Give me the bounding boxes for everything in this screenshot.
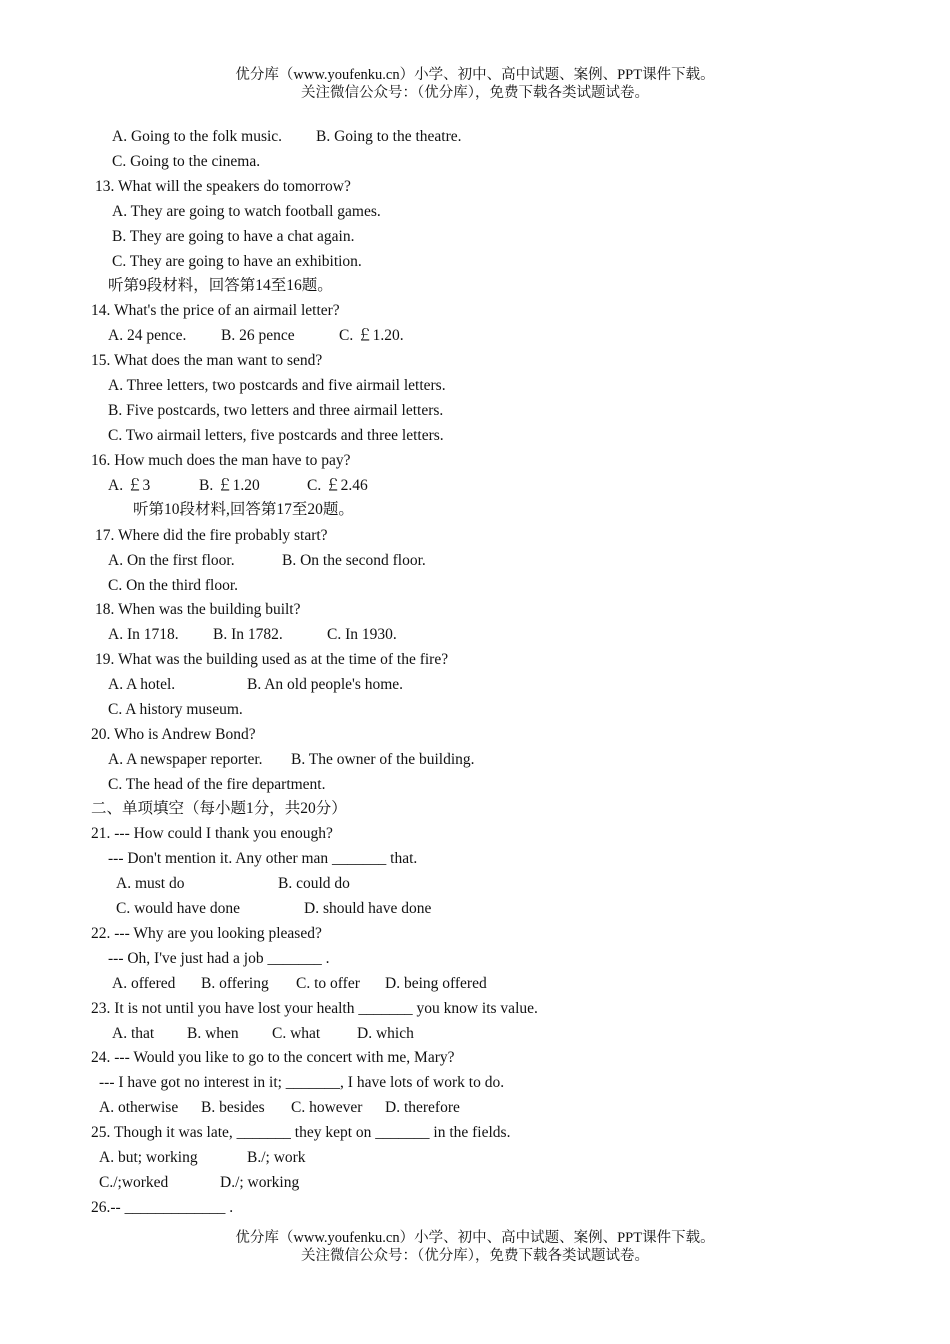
q18-option-a: A. In 1718. [108,626,179,643]
q23-option-a: A. that [112,1025,155,1042]
q24-option-c: C. however [291,1099,363,1116]
q18-option-b: B. In 1782. [213,626,283,643]
q24-option-d: D. therefore [385,1099,460,1116]
q21-stem: 21. --- How could I thank you enough? [91,825,333,842]
q20-option-a: A. A newspaper reporter. [108,751,263,768]
q15-option-a: A. Three letters, two postcards and five airmail letters. [108,377,446,394]
q14-stem: 14. What's the price of an airmail letter? [91,302,340,319]
q12-option-c: C. Going to the cinema. [112,153,261,170]
q13-option-b: B. They are going to have a chat again. [112,228,355,245]
q24-option-a: A. otherwise [99,1099,179,1116]
q15-option-b: B. Five postcards, two letters and three airmail letters. [108,402,444,419]
q16-option-b: B. ￡1.20 [199,477,260,494]
q21-option-d: D. should have done [304,900,432,917]
q26-stem: 26.-- _____________ . [91,1199,234,1216]
q14-option-c: C. ￡1.20. [339,327,404,344]
q19-option-b: B. An old people's home. [247,676,404,693]
q24-reply: --- I have got no interest in it; _______, I have lots of work to do. [99,1074,505,1091]
q17-option-c: C. On the third floor. [108,577,239,594]
q15-option-c: C. Two airmail letters, five postcards and three letters. [108,427,444,444]
q17-option-a: A. On the first floor. [108,552,235,569]
page-footer-line-1: 优分库（www.youfenku.cn）小学、初中、高中试题、案例、PPT课件下载。 [235,1230,715,1246]
q15-stem: 15. What does the man want to send? [91,352,323,369]
page-footer-line-2: 关注微信公众号：（优分库），免费下载各类试题试卷。 [301,1248,649,1264]
q21-option-b: B. could do [278,875,350,892]
q19-option-a: A. A hotel. [108,676,176,693]
section-10-instruction: 听第10段材料,回答第17至20题。 [133,501,354,518]
q23-option-b: B. when [187,1025,239,1042]
q21-option-c: C. would have done [116,900,240,917]
q17-option-b: B. On the second floor. [282,552,426,569]
q21-reply: --- Don't mention it. Any other man _______ that. [108,850,418,867]
q13-option-a: A. They are going to watch football games. [112,203,381,220]
q13-stem: 13. What will the speakers do tomorrow? [95,178,351,195]
q17-stem: 17. Where did the fire probably start? [95,527,328,544]
q25-option-b: B./; work [247,1149,306,1166]
q14-option-b: B. 26 pence [221,327,295,344]
q14-option-a: A. 24 pence. [108,327,187,344]
q25-option-c: C./;worked [99,1174,169,1191]
q24-stem: 24. --- Would you like to go to the concert with me, Mary? [91,1049,455,1066]
q20-option-c: C. The head of the fire department. [108,776,326,793]
part-2-title: 二、单项填空（每小题1分，共20分） [91,800,347,817]
q25-option-a: A. but; working [99,1149,198,1166]
q21-option-a: A. must do [116,875,185,892]
q23-option-c: C. what [272,1025,321,1042]
q20-option-b: B. The owner of the building. [291,751,475,768]
q13-option-c: C. They are going to have an exhibition. [112,253,362,270]
page-header-line-2: 关注微信公众号：（优分库），免费下载各类试题试卷。 [301,85,649,101]
q16-stem: 16. How much does the man have to pay? [91,452,351,469]
q23-stem: 23. It is not until you have lost your health _______ you know its value. [91,1000,538,1017]
q16-option-c: C. ￡2.46 [307,477,368,494]
q23-option-d: D. which [357,1025,414,1042]
q22-reply: --- Oh, I've just had a job _______ . [108,950,330,967]
q24-option-b: B. besides [201,1099,265,1116]
q19-stem: 19. What was the building used as at the time of the fire? [95,651,449,668]
q20-stem: 20. Who is Andrew Bond? [91,726,256,743]
q12-option-b: B. Going to the theatre. [316,128,462,145]
q22-option-d: D. being offered [385,975,487,992]
q22-option-c: C. to offer [296,975,360,992]
q25-option-d: D./; working [220,1174,300,1191]
q22-stem: 22. --- Why are you looking pleased? [91,925,322,942]
q25-stem: 25. Though it was late, _______ they kept on _______ in the fields. [91,1124,511,1141]
q22-option-a: A. offered [112,975,176,992]
q18-stem: 18. When was the building built? [95,601,301,618]
page-header-line-1: 优分库（www.youfenku.cn）小学、初中、高中试题、案例、PPT课件下载。 [235,67,715,83]
section-9-instruction: 听第9段材料，回答第14至16题。 [108,277,333,294]
q22-option-b: B. offering [201,975,269,992]
q19-option-c: C. A history museum. [108,701,243,718]
q12-option-a: A. Going to the folk music. [112,128,283,145]
q18-option-c: C. In 1930. [327,626,397,643]
q16-option-a: A. ￡3 [108,477,151,494]
